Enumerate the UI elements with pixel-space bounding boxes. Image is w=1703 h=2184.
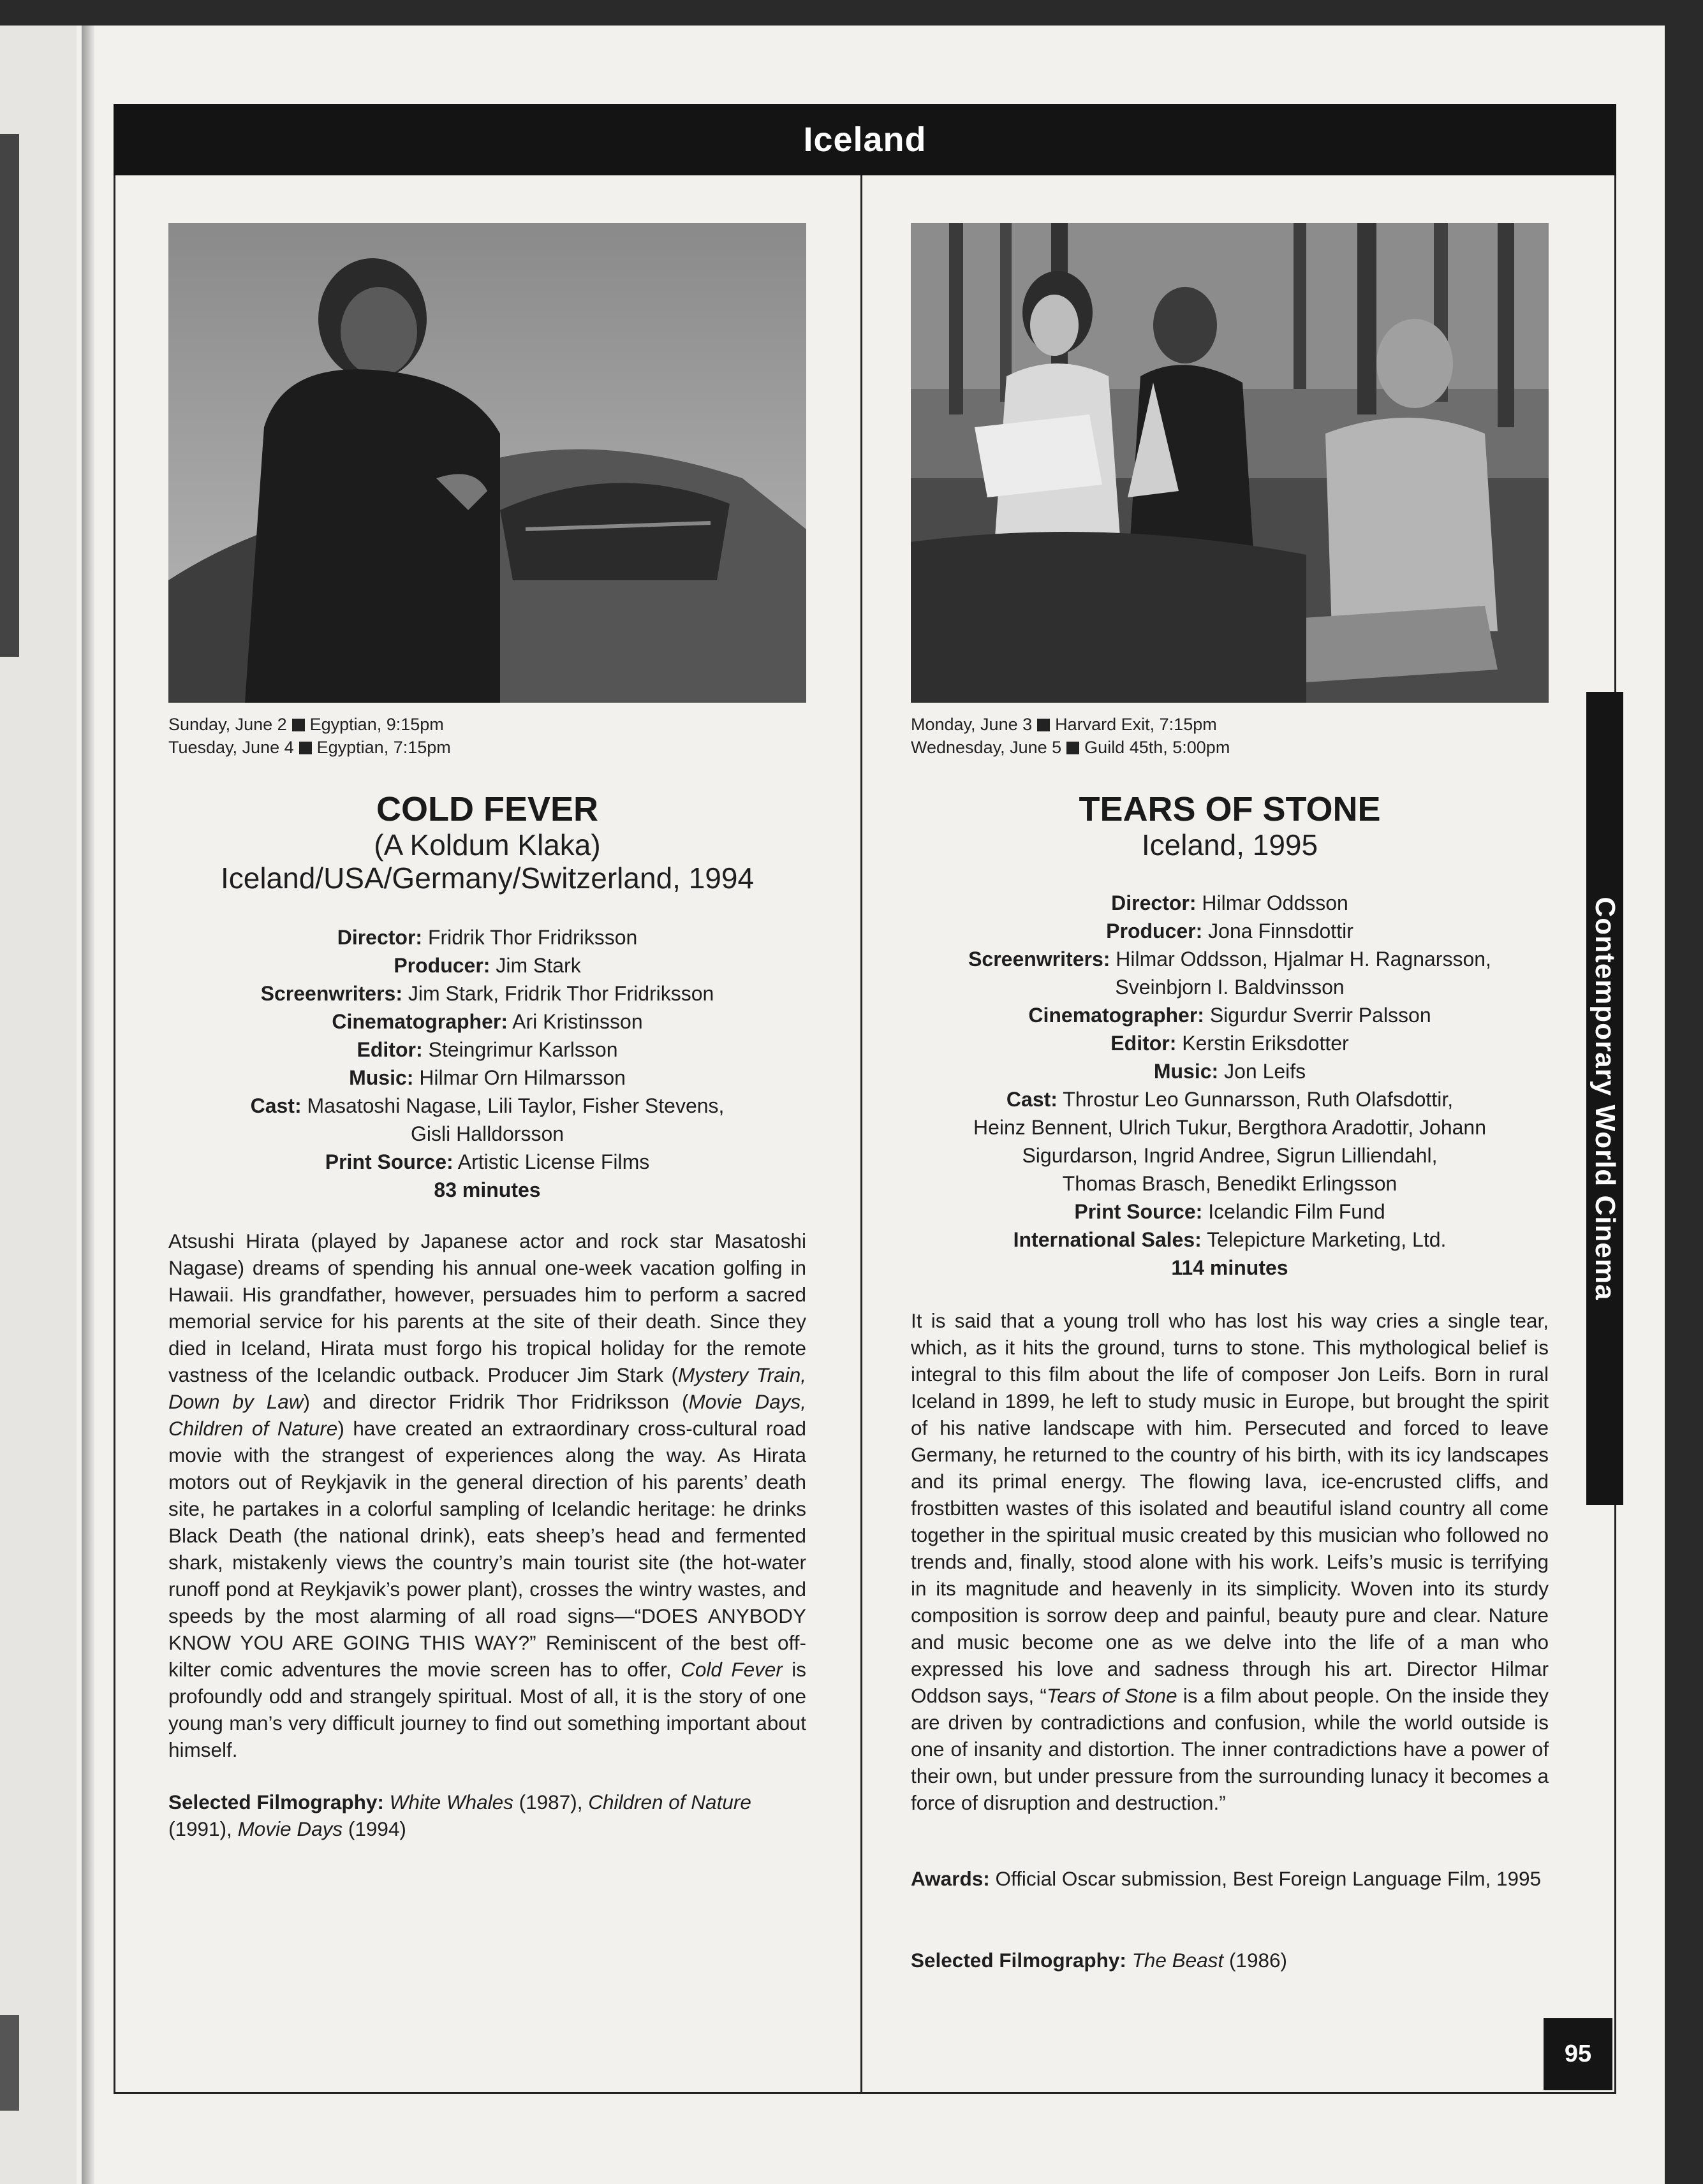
credit-screenwriters: Screenwriters: Hilmar Oddsson, Hjalmar H. Ragnarsson,	[968, 948, 1491, 971]
film-origin: Iceland/USA/Germany/Switzerland, 1994	[220, 861, 755, 895]
credit-director: Director: Hilmar Oddsson	[1111, 891, 1348, 914]
bullet-square-icon	[292, 719, 305, 731]
credit-cast: Cast: Throstur Leo Gunnarsson, Ruth Olafsdottir,	[1006, 1088, 1454, 1111]
screening-times	[168, 713, 451, 759]
film-alt-title: (A Koldum Klaka)	[374, 828, 601, 861]
page-number: 95	[1544, 2018, 1612, 2090]
film-synopsis: It is said that a young troll who has lost his way cries a single tear, which, as it hits the ground, turns to stone. This mythological belief is integral to this film about the life of composer Jon Leifs. Born in rural Iceland in 1899, he left to study music in Europe, but brought the spirit of his native landscape with him. Persecuted and forced to leave Germany, he returned to the country of his birth, with its icy landscapes and its primal energy. The flowing lava, ice-encrusted cliffs, and frostbitten wastes of this isolated and beautiful island country all come together in the spiritual music created by this musician who followed no trends and, finally, stood alone with his work. Leifs’s music is terrifying in its magnitude and heavenly in its simplicity. Woven into its sturdy composition is sorrow deep and painful, beauty pure and clear. Nature and music become one as we delve into the life of a man who expressed his love and sadness through his art. Director Hilmar Oddson says, “Tears of Stone is a film about people. On the inside they are driven by contradictions and confusion, while the world outside is one of insanity and distortion. The inner contradictions have a power of their own, but under pressure from the surrounding lunacy it becomes a force of disruption and destruction.”	[911, 1309, 1549, 1814]
film-runtime: 114 minutes	[1171, 1256, 1288, 1279]
screening-times	[911, 713, 1230, 759]
credit-producer: Producer: Jona Finnsdottir	[1106, 920, 1353, 942]
film-title: COLD FEVER	[376, 790, 599, 828]
book-gutter	[82, 26, 94, 2184]
credit-editor: Editor: Kerstin Eriksdotter	[1110, 1032, 1349, 1055]
film-still-tears-of-stone	[911, 223, 1549, 703]
credit-print-source: Print Source: Icelandic Film Fund	[1074, 1200, 1385, 1223]
film-awards: Awards: Official Oscar submission, Best Foreign Language Film, 1995	[911, 1867, 1542, 1890]
credit-cast: Cast: Masatoshi Nagase, Lili Taylor, Fisher Stevens,	[250, 1094, 725, 1117]
bullet-square-icon	[299, 742, 312, 754]
bullet-square-icon	[1066, 742, 1079, 754]
bullet-square-icon	[1037, 719, 1050, 731]
previous-page-tab	[0, 134, 19, 657]
film-title: TEARS OF STONE	[1079, 790, 1381, 828]
film-filmography: Selected Filmography: White Whales (1987), Children of Nature (1991), Movie Days (1994)	[168, 1791, 751, 1840]
previous-page-footer-tab	[0, 2015, 19, 2111]
credit-music: Music: Hilmar Orn Hilmarsson	[349, 1066, 626, 1089]
credit-editor: Editor: Steingrimur Karlsson	[357, 1038, 618, 1061]
film-credits	[911, 889, 1549, 1282]
credit-international-sales: International Sales: Telepicture Marketing, Ltd.	[1013, 1228, 1447, 1251]
credit-cast-continued: Heinz Bennent, Ulrich Tukur, Bergthora Aradottir, Johann	[973, 1116, 1486, 1139]
film-still-cold-fever	[168, 223, 806, 703]
credit-cinematographer: Cinematographer: Ari Kristinsson	[332, 1010, 643, 1033]
screening-row: Tuesday, June 4 Egyptian, 7:15pm	[168, 738, 451, 757]
credit-cast-continued: Gisli Halldorsson	[410, 1122, 564, 1145]
column-divider	[860, 175, 862, 2092]
credit-cinematographer: Cinematographer: Sigurdur Sverrir Palsson	[1028, 1004, 1431, 1027]
credit-music: Music: Jon Leifs	[1153, 1060, 1306, 1083]
film-runtime: 83 minutes	[434, 1178, 541, 1201]
credit-screenwriters: Screenwriters: Jim Stark, Fridrik Thor Fridriksson	[260, 982, 714, 1005]
section-header: Iceland	[114, 104, 1616, 175]
credit-cast-continued: Thomas Brasch, Benedikt Erlingsson	[1062, 1172, 1397, 1195]
film-synopsis: Atsushi Hirata (played by Japanese actor and rock star Masatoshi Nagase) dreams of spending his annual one-week vacation golfing in Hawaii. His grandfather, however, persuades him to perform a sacred memorial service for his parents at the site of their death. Since they died in Iceland, Hirata must forgo his tropical holiday for the remote vastness of the Icelandic outback. Producer Jim Stark (Mystery Train, Down by Law) and director Fridrik Thor Fridriksson (Movie Days, Children of Nature) have created an extraordinary cross-cultural road movie with the strangest of experiences along the way. As Hirata motors out of Reykjavik in the general direction of his parents’ death site, he partakes in a colorful sampling of Icelandic heritage: he drinks Black Death (the national drink), eats sheep’s head and fermented shark, mistakenly views the country’s main tourist site (the hot-water runoff pond at Reykjavik’s power plant), crosses the wintry wastes, and speeds by the most alarming of all road signs—“DOES ANYBODY KNOW YOU ARE GOING THIS WAY?” Reminiscent of the best off-kilter comic adventures the movie screen has to offer, Cold Fever is profoundly odd and strangely spiritual. Most of all, it is the story of one young man’s very difficult journey to find out something important about himself.	[168, 1229, 807, 1761]
film-credits	[168, 923, 806, 1204]
credit-screenwriters-continued: Sveinbjorn I. Baldvinsson	[1115, 976, 1345, 999]
film-origin: Iceland, 1995	[1141, 828, 1318, 861]
section-side-tab-label: Contemporary World Cinema	[1589, 897, 1621, 1300]
credit-cast-continued: Sigurdarson, Ingrid Andree, Sigrun Lilliendahl,	[1022, 1144, 1438, 1167]
screening-row: Wednesday, June 5 Guild 45th, 5:00pm	[911, 738, 1230, 757]
film-filmography: Selected Filmography: The Beast (1986)	[911, 1949, 1287, 1972]
credit-print-source: Print Source: Artistic License Films	[325, 1150, 650, 1173]
credit-director: Director: Fridrik Thor Fridriksson	[337, 926, 638, 949]
screening-row: Sunday, June 2 Egyptian, 9:15pm	[168, 715, 444, 734]
screening-row: Monday, June 3 Harvard Exit, 7:15pm	[911, 715, 1217, 734]
credit-producer: Producer: Jim Stark	[394, 954, 581, 977]
